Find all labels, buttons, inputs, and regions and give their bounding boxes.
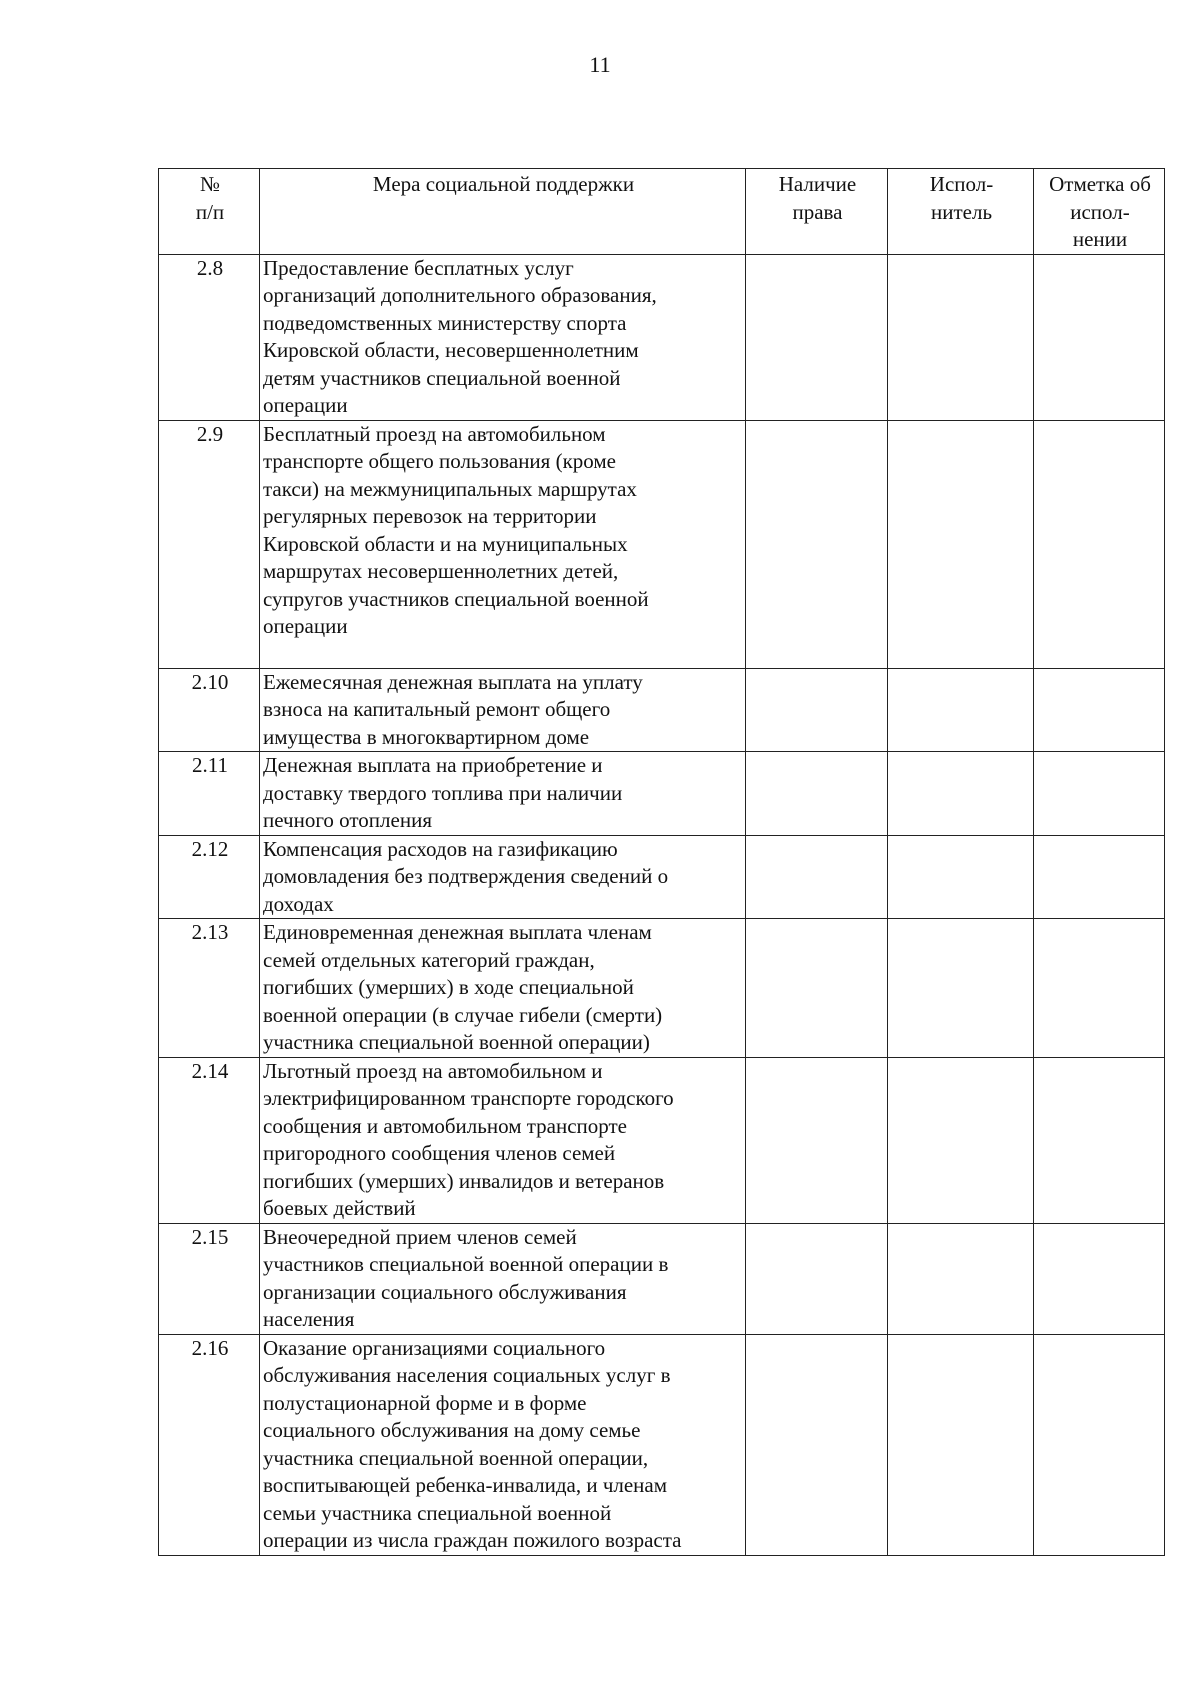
measure-line: взноса на капитальный ремонт общего bbox=[263, 697, 611, 721]
row-number: 2.16 bbox=[159, 1334, 260, 1555]
measure-line: домовладения без подтверждения сведений о bbox=[263, 864, 669, 888]
measure-line: Кировской области и на муниципальных bbox=[263, 531, 628, 556]
measure-description bbox=[260, 752, 746, 836]
right-availability-cell bbox=[746, 835, 888, 919]
header-line: испол- bbox=[1070, 199, 1130, 224]
measure-description bbox=[260, 1334, 746, 1555]
measure-line: операции bbox=[263, 614, 348, 638]
measure-line: воспитывающей ребенка-инвалида, и членам bbox=[263, 1473, 668, 1497]
measure-line: подведомственных министерству спорта bbox=[263, 310, 627, 335]
measure-line: Компенсация расходов на газификацию bbox=[263, 836, 618, 861]
row-number: 2.10 bbox=[159, 668, 260, 752]
execution-mark-cell bbox=[1034, 1057, 1165, 1223]
measure-line: организаций дополнительного образования, bbox=[263, 283, 657, 307]
header-executor bbox=[888, 169, 1034, 255]
table-row bbox=[159, 254, 1165, 420]
table-row bbox=[159, 420, 1165, 668]
right-availability-cell bbox=[746, 1334, 888, 1555]
header-line: № bbox=[199, 172, 221, 196]
measure-line: организации социального обслуживания bbox=[263, 1279, 627, 1304]
page-number: 11 bbox=[589, 52, 611, 77]
row-number: 2.15 bbox=[159, 1223, 260, 1334]
executor-cell bbox=[888, 835, 1034, 919]
header-line: Наличие bbox=[778, 172, 857, 196]
table-row bbox=[159, 919, 1165, 1058]
right-availability-cell bbox=[746, 919, 888, 1058]
right-availability-cell bbox=[746, 1057, 888, 1223]
measure-line: полустационарной форме и в форме bbox=[263, 1390, 587, 1415]
execution-mark-cell bbox=[1034, 668, 1165, 752]
measure-line: обслуживания населения социальных услуг в bbox=[263, 1363, 671, 1387]
measure-line: сообщения и автомобильном транспорте bbox=[263, 1113, 628, 1138]
measure-line: супругов участников специальной военной bbox=[263, 586, 649, 611]
measure-line: Денежная выплата на приобретение и bbox=[263, 753, 603, 777]
measure-line: регулярных перевозок на территории bbox=[263, 504, 597, 528]
measure-line: операции из числа граждан пожилого возраста bbox=[263, 1528, 682, 1552]
measure-description bbox=[260, 919, 746, 1058]
executor-cell bbox=[888, 254, 1034, 420]
measure-description bbox=[260, 420, 746, 668]
header-line: Испол- bbox=[929, 172, 994, 196]
measure-line: маршрутах несовершеннолетних детей, bbox=[263, 559, 619, 583]
measure-line: пригородного сообщения членов семей bbox=[263, 1141, 616, 1165]
measure-line: Кировской области, несовершеннолетним bbox=[263, 338, 639, 362]
measure-description bbox=[260, 254, 746, 420]
measure-line: погибших (умерших) в ходе специальной bbox=[263, 975, 634, 999]
right-availability-cell bbox=[746, 668, 888, 752]
measure-line: доходах bbox=[263, 891, 334, 916]
measure-line: Ежемесячная денежная выплата на уплату bbox=[263, 669, 643, 694]
row-number: 2.11 bbox=[159, 752, 260, 836]
header-line: права bbox=[792, 199, 843, 224]
row-number: 2.12 bbox=[159, 835, 260, 919]
measure-line: Бесплатный проезд на автомобильном bbox=[263, 421, 606, 446]
row-number: 2.9 bbox=[159, 420, 260, 668]
executor-cell bbox=[888, 1334, 1034, 1555]
header-line: п/п bbox=[195, 199, 225, 224]
header-line: Отметка об bbox=[1049, 172, 1151, 196]
row-number: 2.8 bbox=[159, 254, 260, 420]
execution-mark-cell bbox=[1034, 254, 1165, 420]
measure-line: Внеочередной прием членов семей bbox=[263, 1224, 577, 1249]
measure-line: участников специальной военной операции в bbox=[263, 1252, 669, 1276]
measure-line: доставку твердого топлива при наличии bbox=[263, 780, 623, 805]
measure-line: участника специальной военной операции, bbox=[263, 1445, 649, 1470]
execution-mark-cell bbox=[1034, 420, 1165, 668]
social-support-table bbox=[158, 168, 1165, 1556]
measure-description bbox=[260, 1057, 746, 1223]
measure-line: Предоставление бесплатных услуг bbox=[263, 255, 574, 280]
executor-cell bbox=[888, 919, 1034, 1058]
measure-line: Оказание организациями социального bbox=[263, 1335, 606, 1360]
measure-description bbox=[260, 1223, 746, 1334]
right-availability-cell bbox=[746, 752, 888, 836]
measure-line: электрифицированном транспорте городского bbox=[263, 1086, 674, 1110]
header-measure bbox=[260, 169, 746, 255]
measure-line: детям участников специальной военной bbox=[263, 365, 621, 390]
executor-cell bbox=[888, 420, 1034, 668]
row-number: 2.14 bbox=[159, 1057, 260, 1223]
right-availability-cell bbox=[746, 420, 888, 668]
measure-line: Льготный проезд на автомобильном и bbox=[263, 1058, 603, 1083]
header-execution-mark bbox=[1034, 169, 1165, 255]
executor-cell bbox=[888, 1057, 1034, 1223]
measure-line: социального обслуживания на дому семье bbox=[263, 1418, 641, 1442]
measure-line: печного отопления bbox=[263, 808, 432, 832]
table-header-row bbox=[159, 169, 1165, 255]
measure-description bbox=[260, 668, 746, 752]
measure-line: Единовременная денежная выплата членам bbox=[263, 920, 652, 944]
executor-cell bbox=[888, 1223, 1034, 1334]
table-row bbox=[159, 835, 1165, 919]
execution-mark-cell bbox=[1034, 1334, 1165, 1555]
measure-line: такси) на межмуниципальных маршрутах bbox=[263, 476, 637, 501]
execution-mark-cell bbox=[1034, 752, 1165, 836]
table-row bbox=[159, 1334, 1165, 1555]
right-availability-cell bbox=[746, 1223, 888, 1334]
measure-line: боевых действий bbox=[263, 1196, 416, 1220]
right-availability-cell bbox=[746, 254, 888, 420]
table-row bbox=[159, 668, 1165, 752]
header-line: нении bbox=[1072, 227, 1128, 251]
measure-description bbox=[260, 835, 746, 919]
header-right-availability bbox=[746, 169, 888, 255]
header-line: Мера социальной поддержки bbox=[372, 172, 635, 196]
measure-line: погибших (умерших) инвалидов и ветеранов bbox=[263, 1168, 665, 1193]
measure-line: участника специальной военной операции) bbox=[263, 1030, 650, 1054]
measure-line: семьи участника специальной военной bbox=[263, 1500, 612, 1525]
table-row bbox=[159, 1057, 1165, 1223]
measure-line: транспорте общего пользования (кроме bbox=[263, 449, 616, 473]
measure-line: имущества в многоквартирном доме bbox=[263, 724, 590, 749]
execution-mark-cell bbox=[1034, 919, 1165, 1058]
header-number bbox=[159, 169, 260, 255]
table-row bbox=[159, 752, 1165, 836]
executor-cell bbox=[888, 668, 1034, 752]
table-row bbox=[159, 1223, 1165, 1334]
measure-line: операции bbox=[263, 393, 348, 417]
measure-line: военной операции (в случае гибели (смерти) bbox=[263, 1002, 663, 1027]
execution-mark-cell bbox=[1034, 835, 1165, 919]
measure-line: семей отдельных категорий граждан, bbox=[263, 947, 595, 972]
header-line: нитель bbox=[930, 199, 993, 224]
execution-mark-cell bbox=[1034, 1223, 1165, 1334]
row-number: 2.13 bbox=[159, 919, 260, 1058]
table-body bbox=[159, 254, 1165, 1555]
measure-line: населения bbox=[263, 1307, 355, 1331]
executor-cell bbox=[888, 752, 1034, 836]
